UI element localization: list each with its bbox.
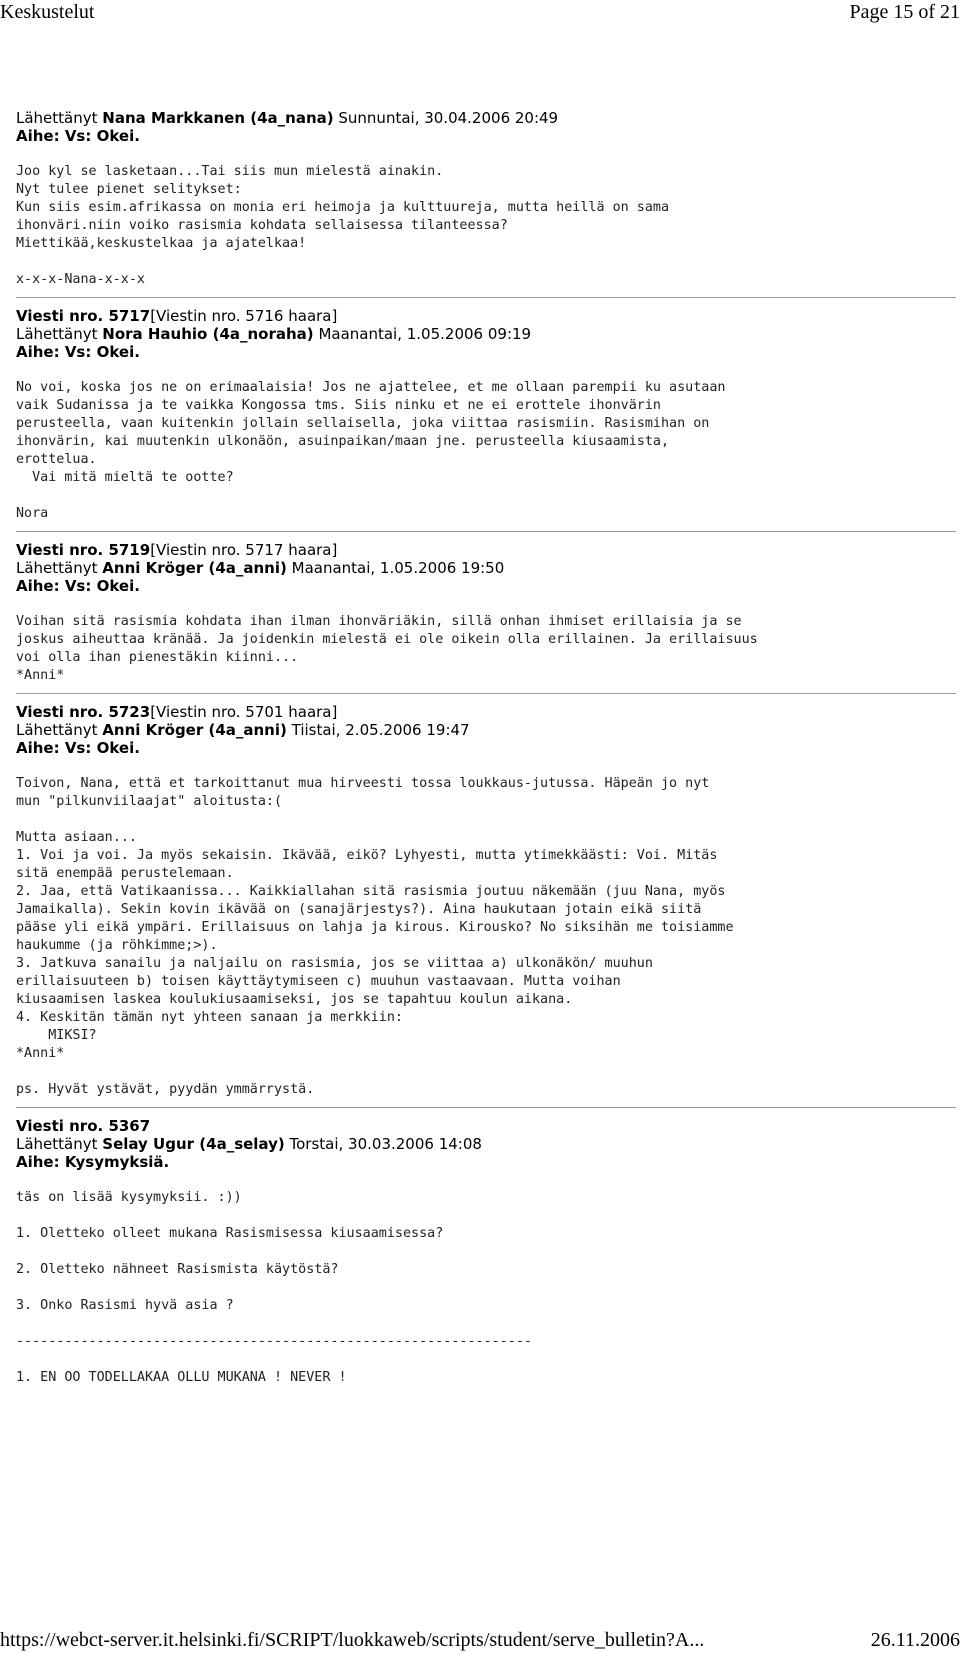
post-divider [16, 1107, 956, 1108]
post-subject: Aihe: Vs: Okei. [16, 577, 140, 595]
bulletin-content [16, 109, 956, 1387]
post-id-line [16, 703, 956, 721]
post-subject: Aihe: Vs: Okei. [16, 739, 140, 757]
post [16, 703, 956, 1099]
post-id-line [16, 1117, 956, 1135]
post-reply-link[interactable]: [Viestin nro. 5717 haara] [150, 541, 338, 559]
footer-url: https://webct-server.it.helsinki.fi/SCRIPT/luokkaweb/scripts/student/serve_bulletin?A... [0, 1629, 705, 1651]
post-author[interactable]: Nana Markkanen (4a_nana) [102, 109, 334, 127]
post-datetime: Sunnuntai, 30.04.2006 20:49 [333, 109, 559, 127]
post-divider [16, 531, 956, 532]
post-id-number[interactable]: 5717 [108, 307, 151, 325]
post-id-number[interactable]: 5367 [108, 1117, 151, 1135]
post-sender: Lähettänyt Anni Kröger (4a_anni) Maanantai, 1.05.2006 19:50 [16, 559, 505, 577]
post-subject: Aihe: Vs: Okei. [16, 127, 140, 145]
post-author[interactable]: Selay Ugur (4a_selay) [102, 1135, 285, 1153]
post [16, 541, 956, 685]
post-body: täs on lisää kysymyksii. :)) 1. Oletteko olleet mukana Rasismisessa kiusaamisessa? 2. Oletteko nähneet Rasismista käytöstä? 3. Onko Rasismi hyvä asia ? ---------------------------------------------------------------- 1. EN OO TODELLAKAA OLLU MUKANA ! NEVER ! [16, 1190, 532, 1385]
post-body: Voihan sitä rasismia kohdata ihan ilman ihonväriäkin, sillä onhan ihmiset erillaisia ja se joskus aiheuttaa kränää. Ja joidenkin mielestä ei ole oikein olla erillainen. Ja erillaisuus voi olla ihan pienestäkin kiinni... *Anni* [16, 614, 758, 683]
post-divider [16, 297, 956, 298]
post-datetime: Tiistai, 2.05.2006 19:47 [286, 721, 470, 739]
post-id-number[interactable]: 5719 [108, 541, 151, 559]
post-body: Toivon, Nana, että et tarkoittanut mua hirveesti tossa loukkaus-jutussa. Häpeän jo nyt mun "pilkunviilaajat" aloitusta:( Mutta asiaan... 1. Voi ja voi. Ja myös sekaisin. Ikävää, eikö? Lyhyesti, mutta ytimekkäästi: Voi. Mitäs sitä enempää perustelemaan. 2. Jaa, että Vatikaanissa... Kaikkiallahan sitä rasismia joutuu näkemään (juu Nana, myös Jamaikalla). Sekin kovin ikävää on (sanajärjestys?). Aina haukutaan jotain eikä siitä pääse yli eikä ympäri. Erillaisuus on lahja ja kirous. Kirousko? No siksihän me toisiamme haukumme (ja röhkimme;>). 3. Jatkuva sanailu ja naljailu on rasismia, jos se viittaa a) ulkonäkön/ muuhun erillaisuuteen b) toisen käyttäytymiseen c) muuhun vastaavaan. Mutta voihan kiusaamisen laskea koulukiusaamiseksi, jos se tapahtuu koulun aikana. 4. Keskitän tämän nyt yhteen sanaan ja merkkiin: MIKSI? *Anni* ps. Hyvät ystävät, pyydän ymmärrystä. [16, 776, 734, 1097]
post-body: No voi, koska jos ne on erimaalaisia! Jos ne ajattelee, et me ollaan parempii ku asutaan vaik Sudanissa ja te vaikka Kongossa tms. Siis ninku et ne ei erottele ihonvärin perusteella, vaan kuitenkin jollain sellaisella, joka viittaa rasismiin. Rasismihan on ihonvärin, kai muutenkin ulkonäön, asuinpaikan/maan jne. perusteella kiusaamista, erottelua. Vai mitä mieltä te ootte? Nora [16, 380, 726, 521]
post [16, 307, 956, 523]
post-author[interactable]: Anni Kröger (4a_anni) [102, 721, 287, 739]
page-footer [0, 1626, 960, 1654]
post-divider [16, 693, 956, 694]
post [16, 109, 956, 289]
post-body: Joo kyl se lasketaan...Tai siis mun mielestä ainakin. Nyt tulee pienet selitykset: Kun siis esim.afrikassa on monia eri heimoja ja kulttuureja, mutta heillä on sama ihonväri.niin voiko rasismia kohdata sellaisessa tilanteessa? Miettikää,keskustelkaa ja ajatelkaa! x-x-x-Nana-x-x-x [16, 164, 670, 287]
footer-date: 26.11.2006 [870, 1629, 960, 1651]
page-number: Page 15 of 21 [849, 1, 960, 23]
post-id-prefix: Viesti nro. [16, 307, 109, 325]
post-reply-link[interactable]: [Viestin nro. 5701 haara] [150, 703, 338, 721]
post-sender: Lähettänyt Selay Ugur (4a_selay) Torstai, 30.03.2006 14:08 [16, 1135, 482, 1153]
post [16, 1117, 956, 1387]
post-author[interactable]: Nora Hauhio (4a_noraha) [102, 325, 314, 343]
post-sender: Lähettänyt Nora Hauhio (4a_noraha) Maanantai, 1.05.2006 09:19 [16, 325, 532, 343]
post-datetime: Maanantai, 1.05.2006 09:19 [313, 325, 532, 343]
post-id-line [16, 307, 956, 325]
header-title: Keskustelut [0, 1, 95, 23]
post-datetime: Maanantai, 1.05.2006 19:50 [286, 559, 505, 577]
post-reply-link[interactable]: [Viestin nro. 5716 haara] [150, 307, 338, 325]
post-sender: Lähettänyt Anni Kröger (4a_anni) Tiistai, 2.05.2006 19:47 [16, 721, 470, 739]
post-id-number[interactable]: 5723 [108, 703, 151, 721]
post-sender: Lähettänyt Nana Markkanen (4a_nana) Sunnuntai, 30.04.2006 20:49 [16, 109, 559, 127]
page-header [0, 0, 960, 28]
post-id-line [16, 541, 956, 559]
post-id-prefix: Viesti nro. [16, 703, 109, 721]
post-id-prefix: Viesti nro. [16, 541, 109, 559]
post-subject: Aihe: Kysymyksiä. [16, 1153, 170, 1171]
post-subject: Aihe: Vs: Okei. [16, 343, 140, 361]
post-id-prefix: Viesti nro. [16, 1117, 109, 1135]
post-datetime: Torstai, 30.03.2006 14:08 [284, 1135, 482, 1153]
post-author[interactable]: Anni Kröger (4a_anni) [102, 559, 287, 577]
